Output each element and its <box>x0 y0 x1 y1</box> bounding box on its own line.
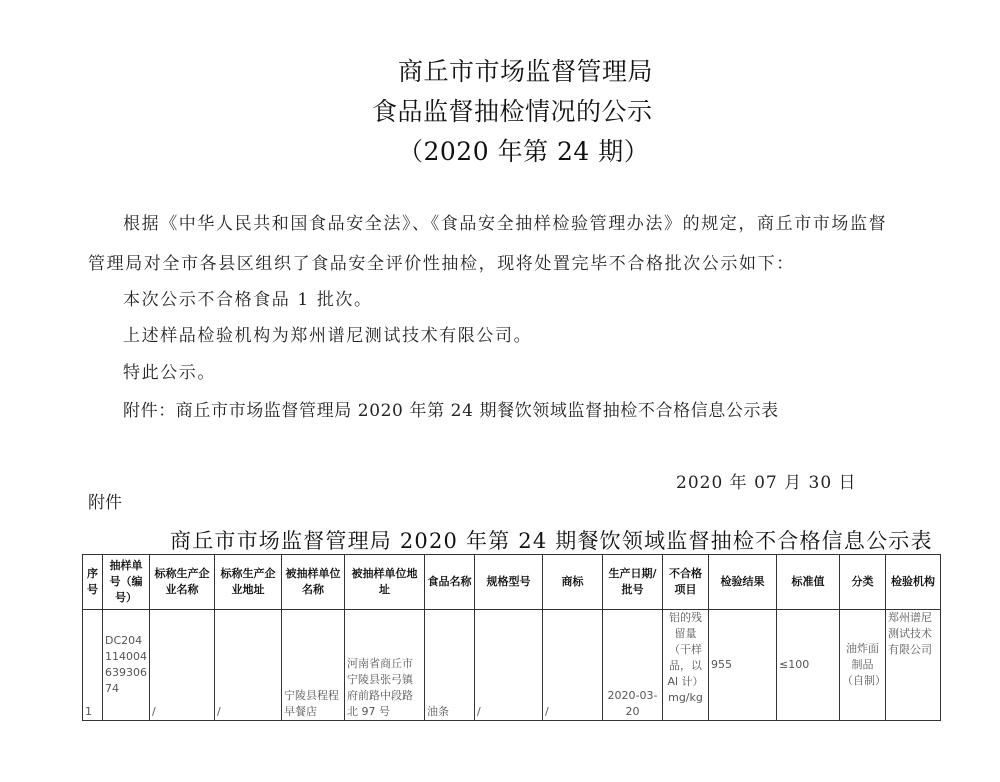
table-header-row <box>83 555 941 610</box>
issue-date: 2020 年 07 月 30 日 <box>676 473 857 493</box>
cell-result: 955 <box>709 610 777 721</box>
title-issue: （2020 年第 24 期） <box>398 137 650 166</box>
paragraph-notice: 特此公示。 <box>123 363 216 383</box>
cell-sampled-unit: 宁陵县程程早餐店 <box>282 610 345 721</box>
header-food-name: 食品名称 <box>425 555 475 610</box>
header-spec: 规格型号 <box>475 555 543 610</box>
header-sampled-addr: 被抽样单位地址 <box>345 555 425 610</box>
cell-mfr-addr: / <box>215 610 282 721</box>
paragraph-intro-line2: 管理局对全市各县区组织了食品安全评价性抽检，现将处置完毕不合格批次公示如下： <box>88 254 795 274</box>
header-seq: 序号 <box>83 555 103 610</box>
title-agency: 商丘市市场监督管理局 <box>398 57 654 86</box>
paragraph-count: 本次公示不合格食品 1 批次。 <box>123 290 373 310</box>
cell-sample-no: DC20411400463930674 <box>103 610 150 721</box>
header-lab: 检验机构 <box>886 555 941 610</box>
header-sample-no: 抽样单号（编号） <box>103 555 150 610</box>
cell-seq: 1 <box>83 610 103 721</box>
header-standard: 标准值 <box>777 555 840 610</box>
table-title: 商丘市市场监督管理局 2020 年第 24 期餐饮领域监督抽检不合格信息公示表 <box>170 529 933 553</box>
paragraph-attachment: 附件：商丘市市场监督管理局 2020 年第 24 期餐饮领域监督抽检不合格信息公示表 <box>123 401 779 421</box>
cell-fail-item: 铝的残留量（干样品，以 Al 计）mg/kg <box>663 610 709 721</box>
title-subject: 食品监督抽检情况的公示 <box>372 97 653 126</box>
cell-prod-date: 2020-03-20 <box>603 610 663 721</box>
cell-brand: / <box>543 610 603 721</box>
cell-spec: / <box>475 610 543 721</box>
header-sampled-unit: 被抽样单位名称 <box>282 555 345 610</box>
paragraph-lab: 上述样品检验机构为郑州谱尼测试技术有限公司。 <box>123 326 533 346</box>
header-category: 分类 <box>840 555 886 610</box>
cell-lab: 郑州谱尼测试技术有限公司 <box>886 610 941 721</box>
cell-category: 油炸面制品（自制） <box>840 610 886 721</box>
header-brand: 商标 <box>543 555 603 610</box>
header-result: 检验结果 <box>709 555 777 610</box>
header-fail-item: 不合格项目 <box>663 555 709 610</box>
header-prod-date: 生产日期/批号 <box>603 555 663 610</box>
unqualified-info-table <box>82 554 941 721</box>
annex-label: 附件 <box>88 493 122 513</box>
cell-standard: ≤100 <box>777 610 840 721</box>
cell-food-name: 油条 <box>425 610 475 721</box>
table-row <box>83 610 941 721</box>
cell-mfr-name: / <box>150 610 215 721</box>
header-mfr-addr: 标称生产企业地址 <box>215 555 282 610</box>
header-mfr-name: 标称生产企业名称 <box>150 555 215 610</box>
cell-sampled-addr: 河南省商丘市宁陵县张弓镇府前路中段路北 97 号 <box>345 610 425 721</box>
paragraph-intro-line1: 根据《中华人民共和国食品安全法》、《食品安全抽样检验管理办法》的规定，商丘市市场监督 <box>123 214 888 234</box>
